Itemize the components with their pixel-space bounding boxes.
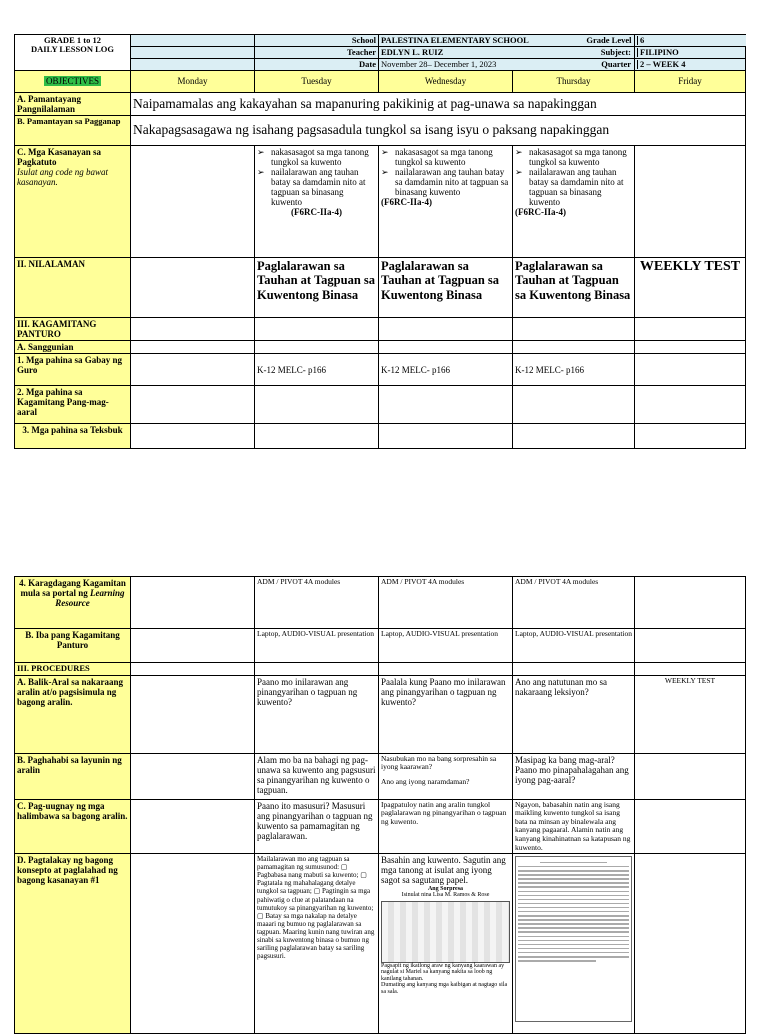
story-byline: Isinulat nina Lisa M. Ramos & Rose <box>401 892 490 899</box>
thursday-header: Thursday <box>513 70 635 92</box>
paghahabi-wed-q1: Nasubukan mo na bang sorpresahin sa iyong kaarawan? <box>381 753 497 772</box>
pamantayang-pangnilalaman-label: A. Pamantayang Pangnilalaman <box>15 92 131 115</box>
kasanayan-label-cell <box>15 145 131 257</box>
pag-uugnay-tuesday: Paano ito masusuri? Masusuri ang pinangyarihan o tagpuan ng kuwento sa pamamagitan ng paglalarawan. <box>255 799 379 854</box>
kasanayan-code: (F6RC-IIa-4) <box>515 207 566 218</box>
story-page-thumbnail <box>515 856 632 1022</box>
tuesday-header: Tuesday <box>255 70 379 92</box>
kasanayan-code: (F6RC-IIa-4) <box>381 197 432 208</box>
kasanayan-monday <box>131 145 255 257</box>
laptop-tuesday: Laptop, AUDIO-VISUAL presentation <box>255 629 379 663</box>
pagtalakay-label: D. Pagtalakay ng bagong konsepto at paglalahad ng bagong kasanayan #1 <box>15 854 131 1034</box>
nilalaman-thursday: Paglalarawan sa Tauhan at Tagpuan sa Kuwentong Binasa <box>513 257 635 317</box>
iba-pang-kagamitan-label: B. Iba pang Kagamitang Panturo <box>15 629 131 663</box>
gabay-ng-guro-label: 1. Mga pahina sa Gabay ng Guro <box>15 354 131 386</box>
weekly-test-friday: WEEKLY TEST <box>635 675 746 753</box>
quarter-value: 2 – WEEK 4 <box>637 60 743 69</box>
adm-thursday: ADM / PIVOT 4A modules <box>513 577 635 629</box>
gabay-tuesday: K-12 MELC- p166 <box>255 354 379 386</box>
date-label: Date <box>255 58 379 70</box>
kasanayan-bullet-1: ➢ nakasasagot sa mga tanong tungkol sa kuwento <box>257 147 376 167</box>
story-title: Ang Sorpresa <box>427 885 464 892</box>
kagamitang-pang-mag-aaral-label: 2. Mga pahina sa Kagamitang Pang-mag-aaral <box>15 386 131 424</box>
teksbuk-label: 3. Mga pahina sa Teksbuk <box>15 424 131 449</box>
pag-uugnay-wednesday: Ipagpatuloy natin ang aralin tungkol paglalarawan ng pinangyarihan o tagpuan ng kuwento. <box>379 799 513 854</box>
kasanayan-label: C. Mga Kasanayan sa Pagkatuto <box>17 146 102 167</box>
monday-header: Monday <box>131 70 255 92</box>
paghahabi-wed-q2: Ano ang iyong naramdaman? <box>381 776 470 786</box>
pamantayan-sa-pagganap-label: B. Pamantayan sa Pagganap <box>15 115 131 145</box>
subject-value: FILIPINO <box>637 48 743 57</box>
kasanayan-bullet-2: ➢ nailalarawan ang tauhan batay sa damdamin nito at tagpuan sa binasang kuwento <box>515 167 632 207</box>
gabay-wednesday: K-12 MELC- p166 <box>379 354 513 386</box>
lesson-log-table-top <box>14 34 746 449</box>
story-illustration <box>381 901 510 963</box>
pagtalakay-wed-text: Basahin ang kuwento. Sagutin ang mga tanong at isulat ang iyong sagot sa sagutang papel. <box>381 855 506 886</box>
kasanayan-bullet-1: ➢ nakasasagot sa mga tanong tungkol sa kuwento <box>515 147 632 167</box>
adm-wednesday: ADM / PIVOT 4A modules <box>379 577 513 629</box>
friday-header: Friday <box>635 70 746 92</box>
adm-tuesday: ADM / PIVOT 4A modules <box>255 577 379 629</box>
kasanayan-friday <box>635 145 746 257</box>
pagtalakay-wednesday <box>379 854 513 1034</box>
school-label: School <box>255 35 379 47</box>
karagdagang-kagamitan-label <box>15 577 131 629</box>
kasanayan-bullet-1: ➢ nakasasagot sa mga tanong tungkol sa kuwento <box>381 147 510 167</box>
kasanayan-bullet-2: ➢ nailalarawan ang tauhan batay sa damdamin nito at tagpuan sa binasang kuwento <box>257 167 376 207</box>
pag-uugnay-thursday: Ngayon, babasahin natin ang isang maikling kuwento tungkol sa isang bata na minsan ay binalewala ang kanyang pagaaral. Alamin natin ang kanyang kinahinatnan sa katapusan ng kuwento. <box>513 799 635 854</box>
school-value: PALESTINA ELEMENTARY SCHOOL <box>379 35 635 47</box>
sanggunian-label: A. Sanggunian <box>15 341 131 354</box>
kasanayan-bullet-2: ➢ nailalarawan ang tauhan batay sa damdamin nito at tagpuan sa binasang kuwento <box>381 167 510 197</box>
pagtalakay-tuesday: Mailalarawan mo ang tagpuan sa pamamagitan ng sumusunod: ▢ Pagbabasa nang mabuti sa kuwento; ▢ Pagtatala ng mahahalagang detalye tungkol sa tagpuan; ▢ Pagtingin sa mga pahiwatig o clue at palatandaan na tumutukoy sa pinangyarihan ng kuwento; ▢ Batay sa mga nakalap na detalye maaari ng bumuo ng paglalarawan sa tagpuan. Maaring kunin nang tuwiran ang sinabi sa kuwentong binasa o bumuo ng sariling paglalarawan batay sa sariling pagsusuri. <box>255 854 379 1034</box>
pagtalakay-thursday <box>513 854 635 1034</box>
balik-aral-label: A. Balik-Aral sa nakaraang aralin at/o pagsisimula ng bagong aralin. <box>15 675 131 753</box>
laptop-thursday: Laptop, AUDIO-VISUAL presentation <box>513 629 635 663</box>
kasanayan-tuesday <box>255 145 379 257</box>
kasanayan-code: (F6RC-IIa-4) <box>291 207 342 218</box>
teacher-value: EDLYN L. RUIZ <box>379 46 635 58</box>
kasanayan-wednesday <box>379 145 513 257</box>
pamantayan-sa-pagganap-text: Nakapagsasagawa ng isahang pagsasadula tungkol sa isang isyu o paksang napakinggan <box>131 115 746 145</box>
procedures-label: III. PROCEDURES <box>15 663 131 676</box>
gabay-thursday: K-12 MELC- p166 <box>513 354 635 386</box>
log-title-cell <box>15 35 131 71</box>
kasanayan-sub: Isulat ang code ng bawat kasanayan. <box>17 167 108 188</box>
nilalaman-tuesday: Paglalarawan sa Tauhan at Tagpuan sa Kuwentong Binasa <box>255 257 379 317</box>
kasanayan-thursday <box>513 145 635 257</box>
objectives-header <box>15 70 131 92</box>
date-value: November 28– December 1, 2023 <box>379 58 635 70</box>
subject-label: Subject: <box>600 46 632 57</box>
story-paragraph-2: Dumating ang kanyang mga kaibigan at nagtago sila sa sala. <box>381 982 508 996</box>
lesson-log-table-bottom <box>14 576 746 1034</box>
karagdagang-kagamitan-text: 4. Karagdagang Kagamitan mula sa portal ng <box>19 578 126 599</box>
objectives-label: OBJECTIVES <box>45 76 99 87</box>
balik-aral-wednesday: Paalala kung Paano mo inilarawan ang pinangyarihan o tagpuan ng kuwento? <box>379 675 513 753</box>
story-paragraph-1: Pagsapit ng ikatlong araw ng kanyang kaarawan ay nagulat si Mariel sa kanyang nakita sa loob ng kanilang tahanan. <box>381 962 505 982</box>
paghahabi-wednesday <box>379 753 513 799</box>
quarter-label: Quarter <box>601 58 632 69</box>
learning-resource-text: Learning Resource <box>55 588 125 609</box>
grade-level-label: Grade Level <box>586 35 632 45</box>
pag-uugnay-label: C. Pag-uugnay ng mga halimbawa sa bagong aralin. <box>15 799 131 854</box>
nilalaman-label: II. NILALAMAN <box>15 257 131 317</box>
kagamitang-panturo-label: III. KAGAMITANG PANTURO <box>15 317 131 340</box>
laptop-wednesday: Laptop, AUDIO-VISUAL presentation <box>379 629 513 663</box>
nilalaman-monday <box>131 257 255 317</box>
balik-aral-thursday: Ano ang natutunan mo sa nakaraang leksiyon? <box>513 675 635 753</box>
wednesday-header: Wednesday <box>379 70 513 92</box>
nilalaman-wednesday: Paglalarawan sa Tauhan at Tagpuan sa Kuwentong Binasa <box>379 257 513 317</box>
balik-aral-tuesday: Paano mo inilarawan ang pinangyarihan o tagpuan ng kuwento? <box>255 675 379 753</box>
grade-level-value: 6 <box>637 36 744 45</box>
grade-range: GRADE 1 to 12 <box>44 35 101 45</box>
paghahabi-tuesday: Alam mo ba na bahagi ng pag-unawa sa kuwento ang pagsusuri sa pinangyarihan ng kuwento o tagpuan. <box>255 753 379 799</box>
pamantayang-pangnilalaman-text: Naipamamalas ang kakayahan sa mapanuring pakikinig at pag-unawa sa napakinggan <box>131 92 746 115</box>
daily-lesson-log: DAILY LESSON LOG <box>31 43 114 54</box>
weekly-test-label: WEEKLY TEST <box>635 257 746 317</box>
paghahabi-label: B. Paghahabi sa layunin ng aralin <box>15 753 131 799</box>
paghahabi-thursday: Masipag ka bang mag-aral? Paano mo pinapahalagahan ang iyong pag-aaral? <box>513 753 635 799</box>
teacher-label: Teacher <box>255 46 379 58</box>
